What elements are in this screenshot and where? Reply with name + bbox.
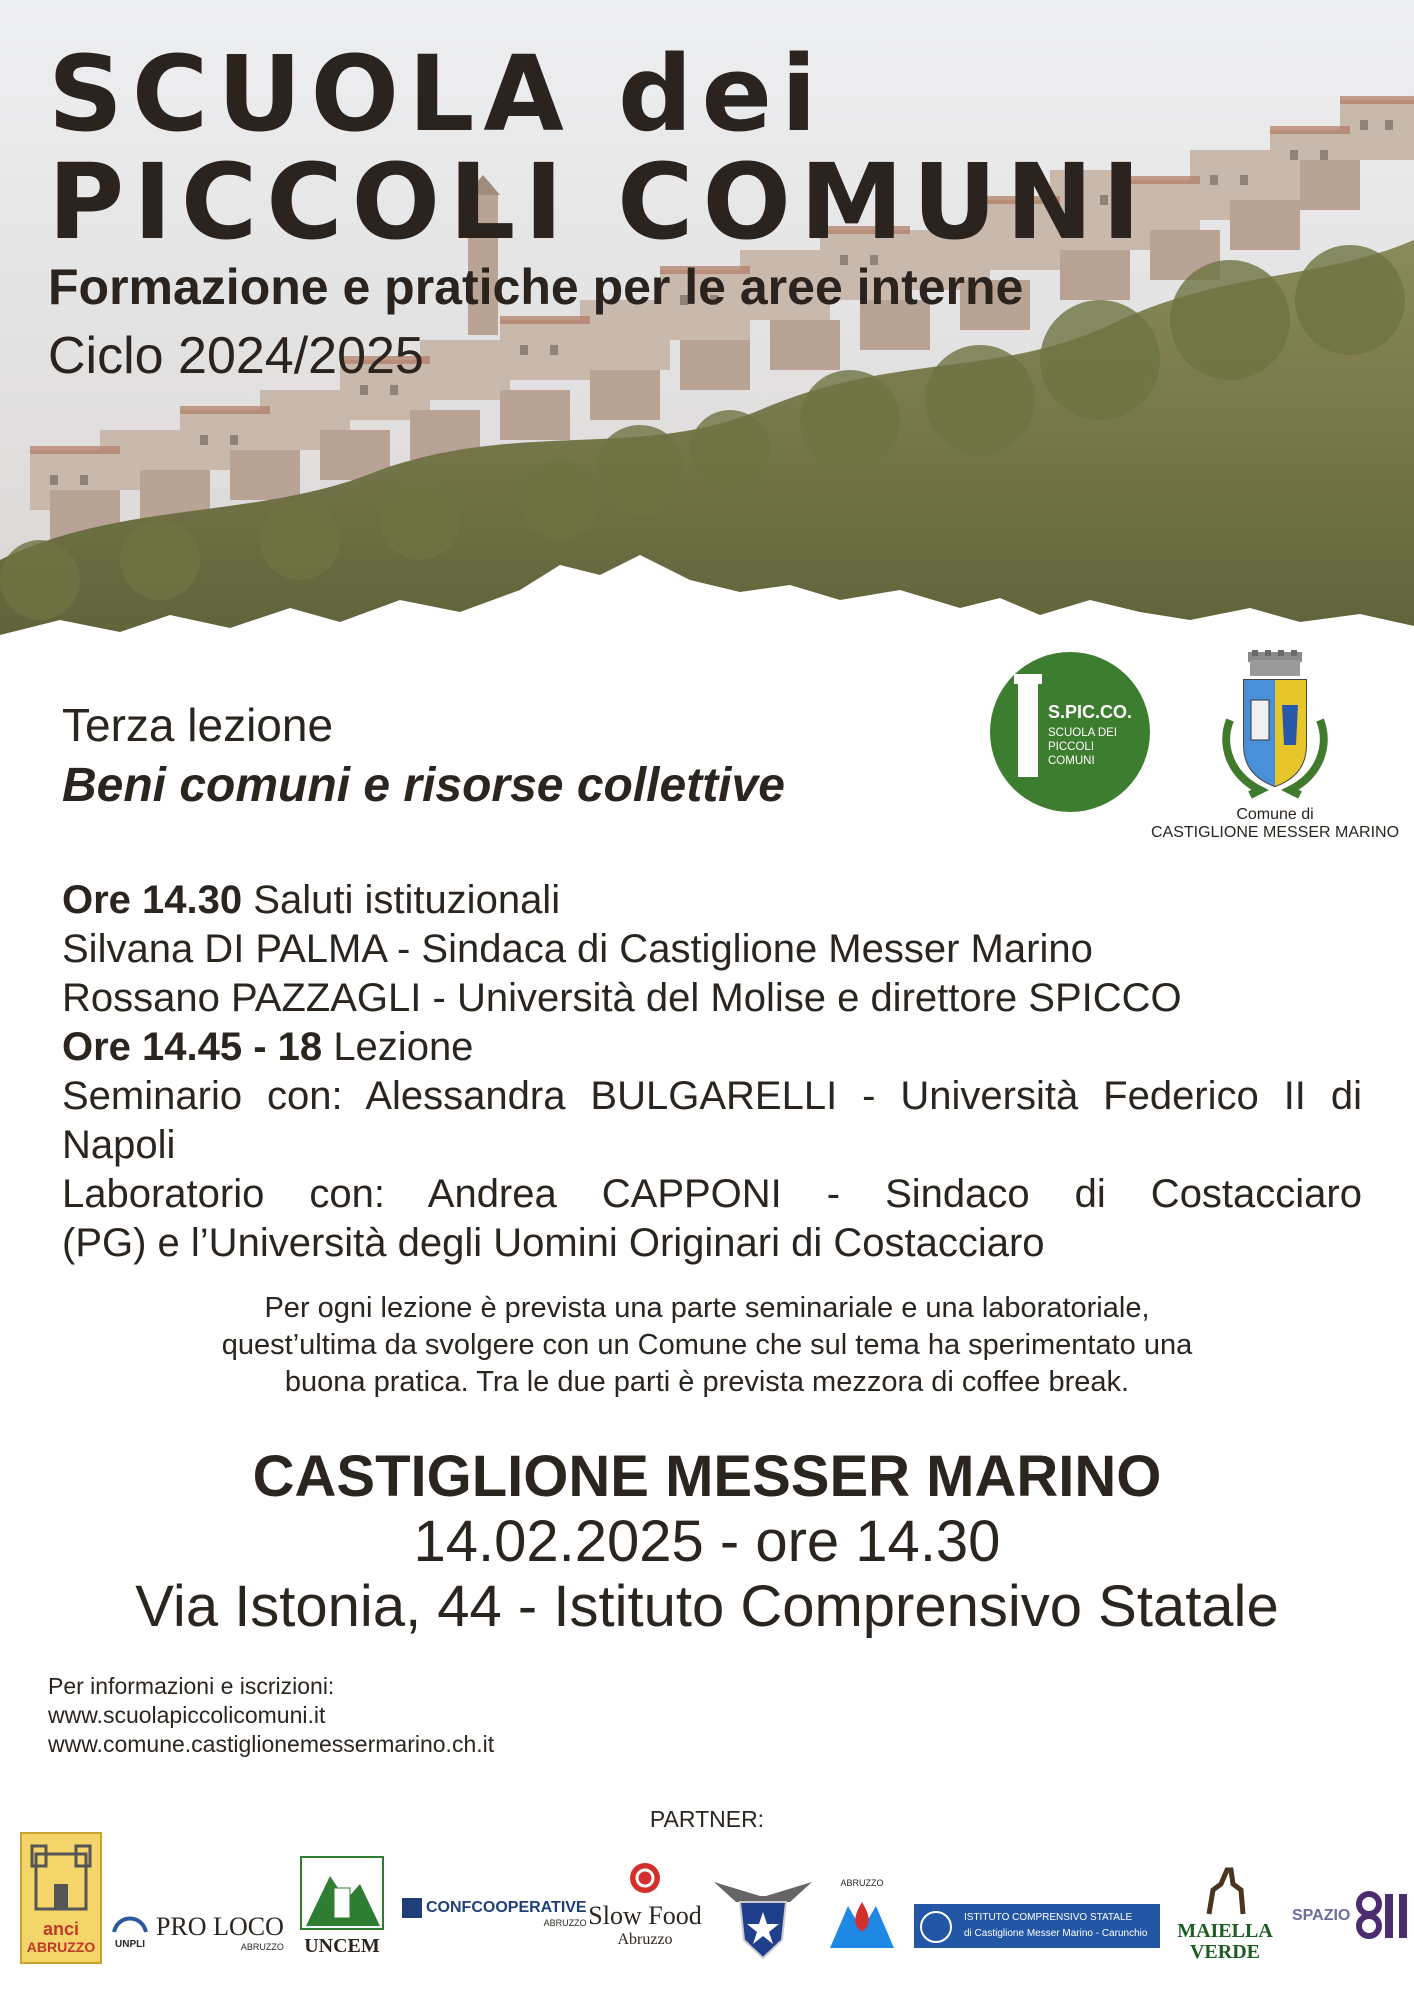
uncem-text: UNCEM (304, 1935, 380, 1957)
spazio-text: SPAZIO (1292, 1907, 1351, 1924)
anci-abruzzo: ABRUZZO (26, 1939, 96, 1955)
abruzzo-region-logo (826, 1878, 898, 1957)
slowfood-text: Slow Food (588, 1901, 702, 1930)
hero-title-block (48, 33, 1150, 386)
partner-label: PARTNER: (649, 1806, 765, 1832)
unpli-text: UNPLI (115, 1939, 145, 1950)
confcooperative-logo (402, 1898, 587, 1928)
time-1: Ore 14.30 (62, 878, 243, 922)
label-1: Saluti istituzionali (253, 878, 561, 922)
program-row-2 (62, 1023, 1362, 1072)
unpli-icon (110, 1910, 150, 1934)
comune-caption-1: Comune di (1236, 806, 1314, 823)
istituto-line-2: di Castiglione Messer Marino - Carunchio (964, 1928, 1148, 1939)
proloco-logo (156, 1912, 284, 1952)
uncem-logo (298, 1856, 386, 1958)
info-url-1[interactable]: www.scuolapiccolicomuni.it (48, 1702, 326, 1728)
program (62, 876, 1362, 1268)
chamois-icon (1195, 1860, 1255, 1916)
maiella-line-1: MAIELLA (1177, 1920, 1273, 1942)
abruzzo-drop-icon (826, 1888, 898, 1952)
speaker-2: Rossano PAZZAGLI - Università del Molise e direttore SPICCO (62, 976, 1182, 1020)
spicco-subtitle: SCUOLA DEI PICCOLI COMUNI (1048, 727, 1118, 767)
lesson-number: Terza lezione (62, 699, 334, 751)
lesson-heading (62, 698, 785, 813)
note-line-1: Per ogni lezione è prevista una parte seminariale e una laboratoriale, (264, 1292, 1150, 1324)
uncem-icon (300, 1856, 384, 1930)
castle-icon (22, 1834, 100, 1914)
snail-icon (625, 1860, 665, 1896)
program-row-1 (62, 876, 1362, 925)
spazio-icon (1355, 1890, 1409, 1942)
info-label: Per informazioni e iscrizioni: (48, 1673, 335, 1699)
lab-line-2: (PG) e l’Università degli Uomini Originari di Costacciaro (62, 1221, 1045, 1265)
eagle-star-icon (710, 1872, 816, 1960)
info-url-2[interactable]: www.comune.castiglionemessermarino.ch.it (48, 1731, 495, 1757)
proloco-text: PRO LOCO (156, 1912, 284, 1941)
istituto-logo (914, 1904, 1160, 1948)
maiella-line-2: VERDE (1189, 1941, 1260, 1963)
confcooperative-sub: ABRUZZO (543, 1918, 587, 1928)
seminar-line-1: Seminario con: Alessandra BULGARELLI - Università Federico II di (62, 1074, 1362, 1118)
venue-date: 14.02.2025 - ore 14.30 (413, 1509, 1001, 1574)
slowfood-sub: Abruzzo (617, 1931, 673, 1948)
label-2: Lezione (333, 1025, 474, 1069)
confcooperative-icon (402, 1898, 422, 1918)
tower-icon (1018, 682, 1038, 777)
confcooperative-text: CONFCOOPERATIVE (426, 1899, 587, 1916)
note (62, 1290, 1352, 1401)
cai-logo (710, 1872, 816, 1965)
spicco-brand: S.PIC.CO. (1048, 702, 1133, 722)
proloco-sub: ABRUZZO (240, 1942, 284, 1952)
info-block (48, 1672, 494, 1759)
maiella-verde-logo (1170, 1860, 1280, 1964)
seminar-line-2: Napoli (62, 1123, 176, 1167)
venue-town: CASTIGLIONE MESSER MARINO (252, 1444, 1162, 1509)
lesson-title: Beni comuni e risorse collettive (62, 759, 785, 812)
slowfood-logo (580, 1860, 710, 1949)
note-line-3: buona pratica. Tra le due parti è prevista mezzora di coffee break. (284, 1366, 1130, 1398)
lab-line-1: Laboratorio con: Andrea CAPPONI - Sindaco di Costacciaro (62, 1172, 1362, 1216)
title-line-1: SCUOLA dei (48, 33, 826, 155)
anci-logo (20, 1832, 102, 1964)
venue (0, 1444, 1414, 1640)
emblem-icon (920, 1911, 952, 1943)
abruzzo-small-text: ABRUZZO (840, 1878, 884, 1888)
title-line-2: PICCOLI COMUNI (48, 141, 1150, 263)
note-line-2: quest’ultima da svolgere con un Comune che sul tema ha sperimentato una (221, 1329, 1193, 1361)
speaker-1: Silvana DI PALMA - Sindaca di Castiglione Messer Marino (62, 927, 1093, 971)
coat-of-arms-icon (1210, 650, 1340, 800)
time-2: Ore 14.45 - 18 (62, 1025, 323, 1069)
istituto-line-1: ISTITUTO COMPRENSIVO STATALE (964, 1912, 1133, 1923)
comune-caption-2: CASTIGLIONE MESSER MARINO (1150, 824, 1400, 841)
spicco-logo (990, 652, 1150, 812)
venue-address: Via Istonia, 44 - Istituto Comprensivo Statale (135, 1574, 1279, 1639)
partners-row (0, 1820, 1414, 2000)
subtitle: Formazione e pratiche per le aree interne (48, 259, 1024, 315)
anci-text: anci (42, 1919, 80, 1939)
comune-logo (1145, 650, 1405, 842)
spazio-logo (1292, 1890, 1409, 1942)
cycle-label: Ciclo 2024/2025 (48, 327, 424, 385)
unpli-logo (108, 1910, 152, 1950)
